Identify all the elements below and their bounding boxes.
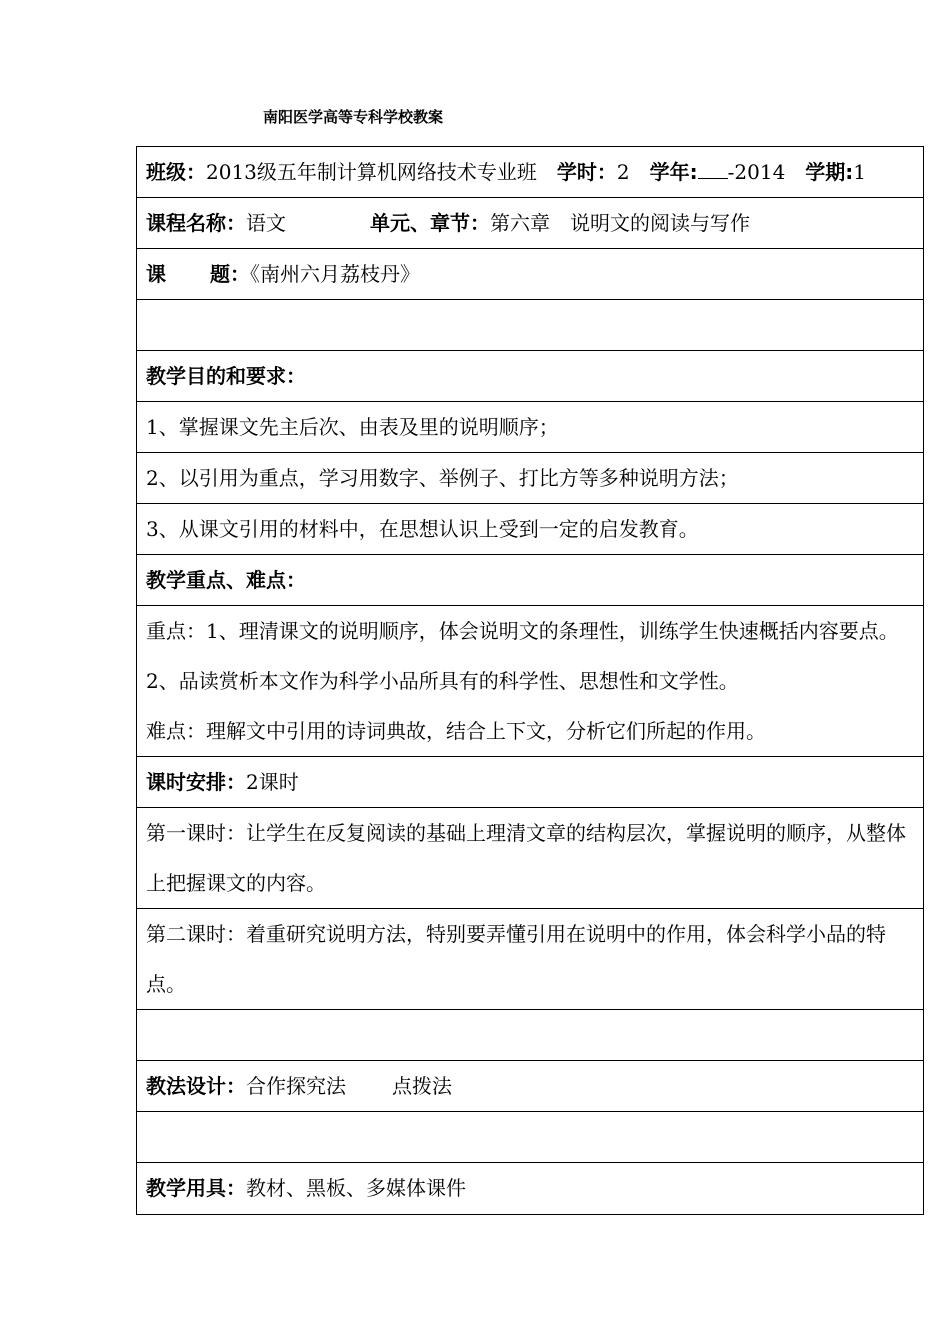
unit-value: 第六章 [490, 211, 550, 235]
method-row [137, 1061, 923, 1112]
first-lesson-text: 第一课时：让学生在反复阅读的基础上理清文章的结构层次，掌握说明的顺序，从整体上把握课文的内容。 [146, 821, 906, 895]
class-value: 2013级五年制计算机网络技术专业班 [206, 160, 537, 184]
schedule-value: 2课时 [246, 770, 299, 794]
second-lesson-text: 第二课时：着重研究说明方法，特别要弄懂引用在说明中的作用，体会科学小品的特点。 [146, 922, 886, 996]
blank-row [137, 300, 923, 351]
objective-text: 1、掌握课文先主后次、由表及里的说明顺序； [146, 415, 559, 439]
schedule-row [137, 757, 923, 808]
key-points-heading-row [137, 555, 923, 606]
term-value: 1 [853, 160, 867, 184]
objective-text: 2、以引用为重点，学习用数字、举例子、打比方等多种说明方法； [146, 466, 739, 490]
document-title: 南阳医学高等专科学校教案 [263, 108, 444, 126]
unit-label: 单元、章节： [370, 211, 490, 235]
key-points-heading: 教学重点、难点： [146, 568, 306, 592]
difficulty-text: 难点：理解文中引用的诗词典故，结合上下文，分析它们所起的作用。 [146, 719, 766, 743]
objective-item [137, 402, 923, 453]
method-value-1: 合作探究法 [246, 1074, 346, 1098]
tools-value: 教材、黑板、多媒体课件 [246, 1176, 466, 1200]
method-value-2: 点拨法 [392, 1074, 452, 1098]
objective-item [137, 504, 923, 555]
tools-label: 教学用具： [146, 1176, 246, 1200]
year-blank [698, 160, 728, 179]
hours-label: 学时： [556, 160, 617, 184]
lesson-plan-table [136, 146, 924, 1215]
topic-label-part1: 课 [146, 262, 166, 286]
first-lesson-row [137, 808, 923, 909]
blank-row [137, 1010, 923, 1061]
objective-text: 3、从课文引用的材料中，在思想认识上受到一定的启发教育。 [146, 517, 699, 541]
objective-item [137, 453, 923, 504]
schedule-label: 课时安排： [146, 770, 246, 794]
tools-row [137, 1163, 923, 1214]
term-label: 学期: [805, 160, 854, 184]
second-lesson-row [137, 909, 923, 1010]
year-label: 学年: [649, 160, 698, 184]
objectives-heading: 教学目的和要求： [146, 364, 306, 388]
class-label: 班级： [146, 160, 206, 184]
unit-title: 说明文的阅读与写作 [570, 211, 750, 235]
topic-label-part2: 题： [210, 262, 250, 286]
hours-value: 2 [616, 160, 630, 184]
topic-row [137, 249, 923, 300]
year-value: -2014 [727, 160, 786, 184]
course-value: 语文 [246, 211, 286, 235]
key-point-text: 重点：1、理清课文的说明顺序，体会说明文的条理性，训练学生快速概括内容要点。2、品读赏析本文作为科学小品所具有的科学性、思想性和文学性。 [146, 619, 899, 693]
course-row [137, 198, 923, 249]
key-points-content-row [137, 606, 923, 757]
method-label: 教法设计： [146, 1074, 246, 1098]
class-info-row [137, 147, 923, 198]
course-label: 课程名称： [146, 211, 246, 235]
topic-value: 《南州六月荔枝丹》 [250, 262, 420, 286]
objectives-heading-row [137, 351, 923, 402]
blank-row [137, 1112, 923, 1163]
